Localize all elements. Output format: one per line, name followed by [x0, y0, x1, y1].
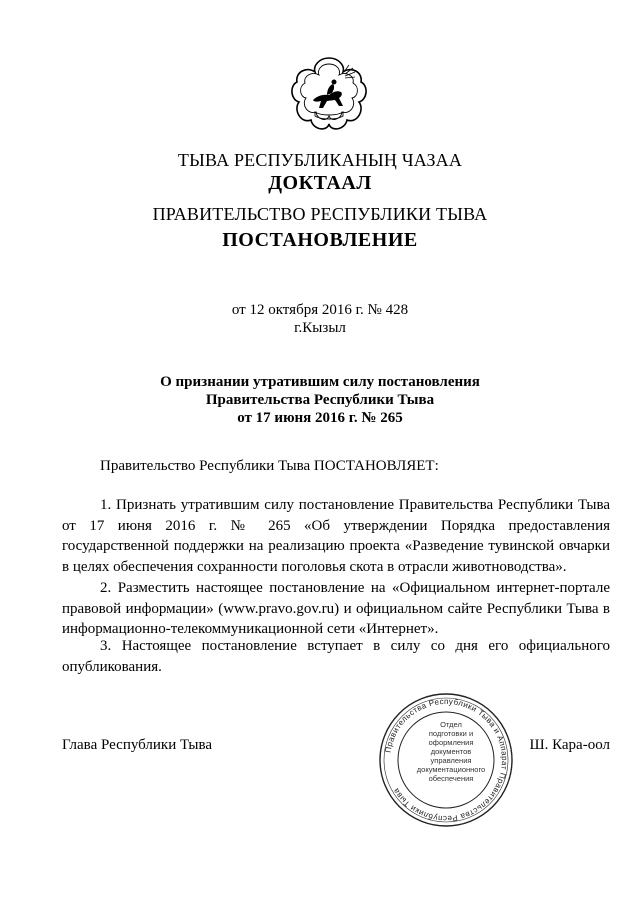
tyva-government-heading: ТЫВА РЕСПУБЛИКАНЫҢ ЧАЗАА [177, 150, 463, 170]
coat-of-arms-emblem [287, 52, 371, 136]
stamp-inner-text [416, 720, 486, 783]
paragraph-2 [62, 578, 610, 640]
document-date-number: от 12 октября 2016 г. № 428 [231, 302, 409, 318]
document-title-line: от 17 июня 2016 г. № 265 [237, 410, 403, 426]
document-title [0, 373, 640, 427]
paragraph-3 [62, 636, 610, 677]
stamp-inner-line: документационного [416, 765, 486, 774]
doktaal-heading: ДОКТААЛ [268, 172, 372, 194]
postanovlenie-heading: ПОСТАНОВЛЕНИЕ [222, 229, 418, 251]
stamp-inner-line: Отдел [440, 720, 462, 729]
stamp-inner-line: оформления документов [428, 738, 474, 756]
stamp-inner-line: управления [430, 756, 472, 765]
preamble: Правительство Республики Тыва ПОСТАНОВЛЯЕТ: [100, 458, 439, 474]
stamp-inner-line: обеспечения [428, 774, 474, 783]
paragraph-text: 1. Признать утратившим силу постановление Правительства Республики Тыва от 17 июня 2016 г. № 265 «Об утверждении Порядка предоставления государственной поддержки на реализацию проекта «Разведение тувинской овчарки в целях обеспечения сохранности поголовья скота в отрасли животноводства». [62, 497, 610, 576]
stamp-ring-text: Правительства Республики Тыва и Аппарат Правительства Республики Тыва [383, 696, 510, 824]
document-title-line: Правительства Республики Тыва [205, 392, 435, 408]
paragraph-text: 2. Разместить настоящее постановление на «Официальном интернет-портале правовой информации» (www.pravo.gov.ru) и официальном сайте Республики Тыва в информационно-телекоммуникационной сети «Интернет». [62, 580, 610, 638]
signatory-position: Глава Республики Тыва [62, 737, 213, 753]
paragraph-1 [62, 495, 610, 578]
document-city: г.Кызыл [294, 320, 346, 336]
paragraph-text: 3. Настоящее постановление вступает в силу со дня его официального опубликования. [62, 638, 610, 675]
signatory-name: Ш. Кара-оол [529, 737, 610, 753]
ru-government-heading: ПРАВИТЕЛЬСТВО РЕСПУБЛИКИ ТЫВА [152, 204, 488, 224]
stamp-inner-line: подготовки и [428, 729, 474, 738]
document-title-line: О признании утратившим силу постановления [160, 374, 480, 390]
